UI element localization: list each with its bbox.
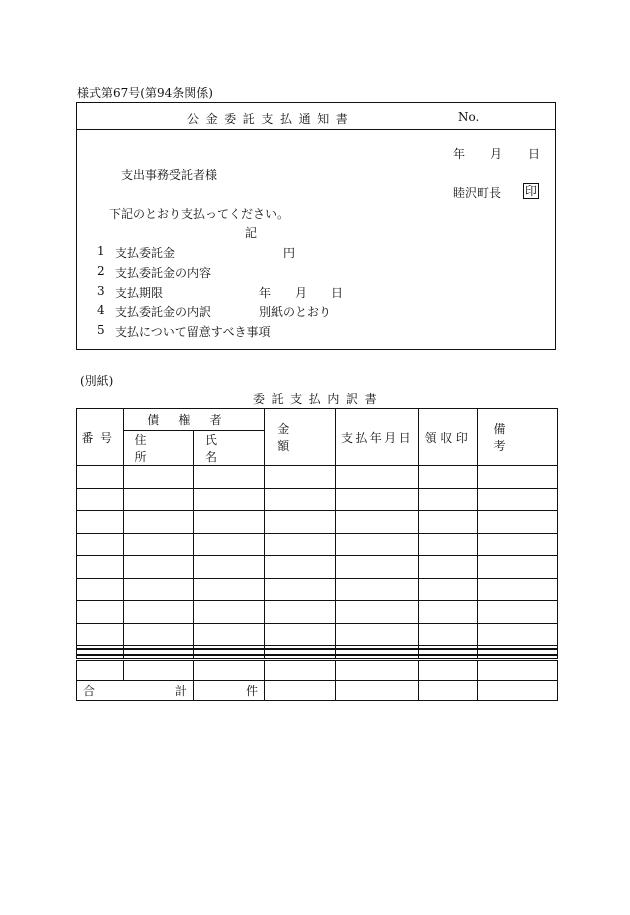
col-header-creditor: 債権者 [124,409,265,431]
col-header-receipt-seal: 領収印 [419,409,478,466]
col-header-pay-date: 支払年月日 [336,409,419,466]
breakdown-table [76,408,558,659]
totals-row [77,681,558,701]
date-day: 日 [528,147,541,161]
item-label: 支払委託金の内訳 [115,305,212,319]
table-break-rule [76,648,558,656]
form-number-label: 様式第67号(第94条関係) [77,86,213,100]
table-row [77,578,558,601]
notice-number-label: No. [458,110,480,124]
total-label: 合 計 [77,681,194,701]
count-label: 件 [194,681,265,701]
notice-title: 公金委託支払通知書 [187,112,355,126]
table-row [77,466,558,489]
item-label: 支払について留意すべき事項 [115,325,271,339]
col-header-remarks: 備考 [478,409,558,466]
date-month: 月 [490,147,503,161]
table-row [77,556,558,579]
payment-notice-form [76,102,556,350]
totals-table [76,660,558,701]
col-header-amount: 金額 [265,409,336,466]
seal-mark: 印 [525,184,538,198]
table-row [77,511,558,534]
col-header-address: 住所 [124,431,194,466]
table-row [77,623,558,646]
attachment-label: (別紙) [80,374,114,388]
notice-header [77,103,555,130]
item-number: 2 [97,264,105,278]
table-row [77,661,558,681]
table-row [77,601,558,624]
item-number: 4 [97,303,105,317]
table-row [77,533,558,556]
date-year: 年 [453,147,466,161]
issuer: 睦沢町長 [453,186,502,200]
breakdown-title: 委託支払内訳書 [253,392,384,406]
item-value: 年 月 日 [259,286,344,300]
item-label: 支払委託金の内容 [115,266,212,280]
item-value: 別紙のとおり [259,305,332,319]
item-value: 円 [283,246,296,260]
addressee: 支出事務受託者様 [121,168,218,182]
item-number: 5 [97,323,105,337]
col-header-name: 氏名 [194,431,265,466]
item-number: 3 [97,284,105,298]
table-row [77,488,558,511]
item-label: 支払期限 [115,286,164,300]
ki-marker: 記 [245,226,258,240]
notice-intro: 下記のとおり支払ってください。 [109,207,290,221]
col-header-number: 番号 [77,409,124,466]
item-label: 支払委託金 [115,246,176,260]
item-number: 1 [97,244,105,258]
